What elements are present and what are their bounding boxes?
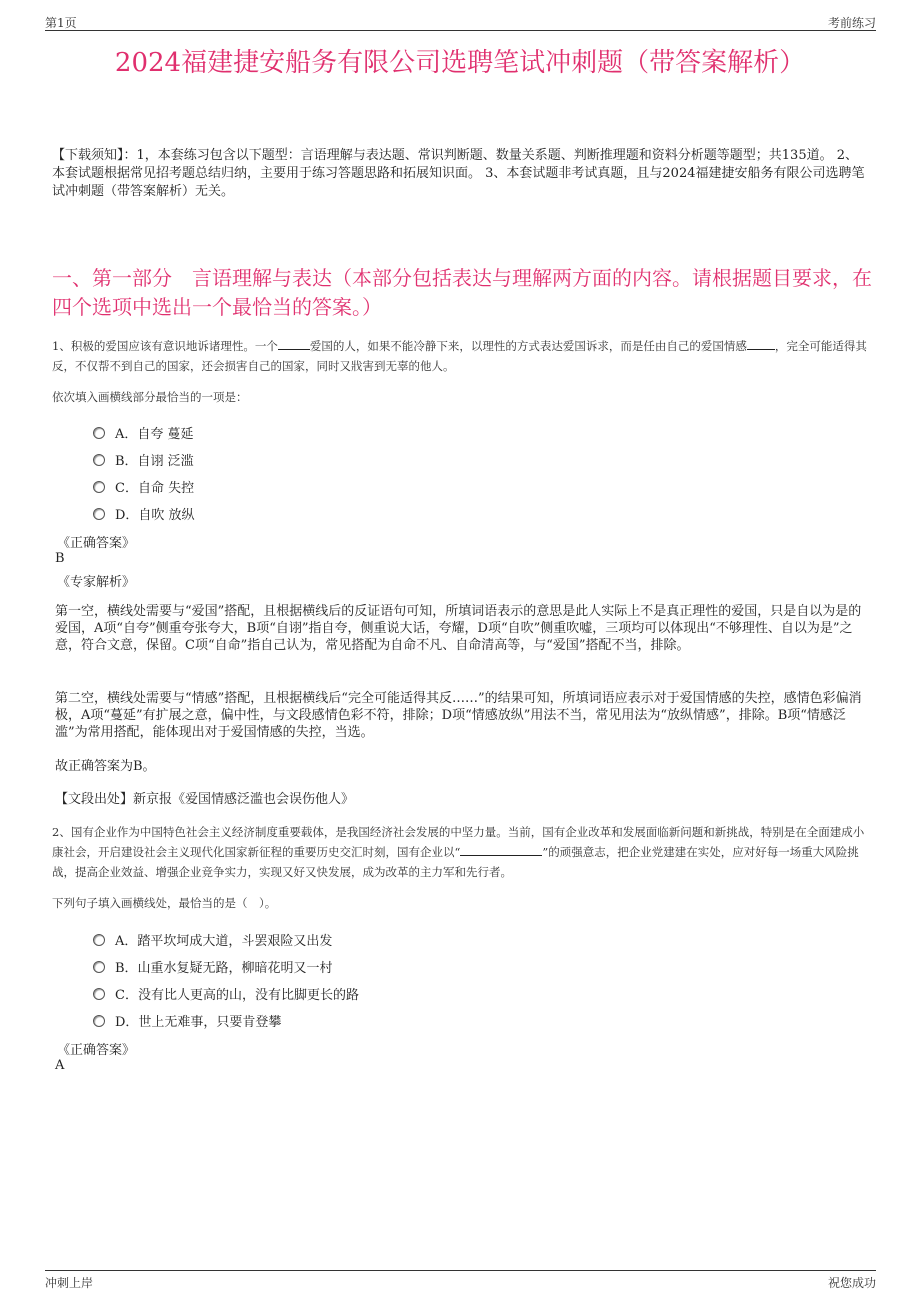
radio-icon[interactable]: [93, 1015, 105, 1027]
question-1-blank-2: [747, 337, 775, 350]
question-2-option-d[interactable]: D．世上无难事，只要肯登攀: [93, 1011, 281, 1030]
question-1-option-b[interactable]: B．自诩 泛滥: [93, 450, 194, 469]
question-1-option-c[interactable]: C．自命 失控: [93, 477, 194, 496]
section-heading: 一、第一部分 言语理解与表达（本部分包括表达与理解两方面的内容。请根据题目要求，在四个选项中选出一个最恰当的答案。）: [52, 266, 872, 319]
question-1-stem: [52, 336, 870, 376]
question-2-option-b[interactable]: B．山重水复疑无路，柳暗花明又一村: [93, 957, 333, 976]
footer-left: 冲刺上岸: [45, 1276, 94, 1290]
question-1-text-b: 爱国的人，如果不能冷静下来，以理性的方式表达爱国诉求，而是任由自己的爱国情感: [309, 339, 747, 353]
page-number: 第1页: [45, 16, 77, 30]
question-2-blank: [460, 843, 542, 856]
page-header: [45, 8, 876, 31]
analysis-paragraph: 第二空，横线处需要与“情感”搭配，且根据横线后“完全可能适得其反……”的结果可知，所填词语应表示对于爱国情感的失控，感情色彩偏消极，A项“蔓延”有扩展之意，偏中性，与文段感情色彩不符，排除；D项“情感放纵”用法不当，常见用法为“放纵情感”，排除。B项“情感泛滥”为常用搭配，能体现出对于爱国情感的失控，当选。: [55, 691, 862, 740]
question-1-option-d[interactable]: D．自吹 放纵: [93, 504, 195, 523]
radio-icon[interactable]: [93, 934, 105, 946]
radio-icon[interactable]: [93, 454, 105, 466]
footer-right: 祝您成功: [827, 1276, 876, 1290]
radio-icon[interactable]: [93, 508, 105, 520]
document-title: 2024福建捷安船务有限公司选聘笔试冲刺题（带答案解析）: [114, 48, 806, 78]
question-1-text-c: ，完全可能适得其反，不仅帮不到自己的国家，还会损害自己的国家，同时又戕害到无辜的他人。: [52, 339, 867, 373]
radio-icon[interactable]: [93, 961, 105, 973]
question-2-answer: A: [55, 1058, 65, 1073]
question-2-stem: [52, 822, 870, 882]
radio-icon[interactable]: [93, 481, 105, 493]
download-notice: 【下载须知】：1，本套练习包含以下题型：言语理解与表达题、常识判断题、数量关系题、判断推理题和资料分析题等题型；共135道。 2、本套试题根据常见招考题总结归纳，主要用于练习答题思路和拓展知识面。 3、本套试题非考试真题，且与2024福建捷安船务有限公司选聘笔试冲刺题（带答案解析）无关。: [52, 148, 865, 199]
analysis-source: 【文段出处】新京报《爱国情感泛滥也会误伤他人》: [55, 792, 355, 807]
analysis-conclusion: 故正确答案为B。: [55, 759, 156, 774]
question-2-text-a: 2、国有企业作为中国特色社会主义经济制度重要载体，是我国经济社会发展的中坚力量。当前，国有企业改革和发展面临新问题和新挑战，特别是在全面建成小康社会，开启建设社会主义现代化国家新征程的重要历史交汇时刻，国有企业以“: [52, 825, 865, 859]
header-tag: 考前练习: [827, 16, 876, 30]
question-1-blank-1: [278, 337, 310, 350]
question-2-option-c[interactable]: C．没有比人更高的山，没有比脚更长的路: [93, 984, 359, 1003]
radio-icon[interactable]: [93, 988, 105, 1000]
question-2-text-b: ”的顽强意志，把企业党建建在实处，应对好每一场重大风险挑战，提高企业效益、增强企业竞争实力，实现又好又快发展，成为改革的主力军和先行者。: [52, 845, 859, 879]
question-1-text-a: 1、积极的爱国应该有意识地诉诸理性。一个: [52, 339, 278, 353]
question-2-option-a[interactable]: A．踏平坎坷成大道，斗罢艰险又出发: [93, 930, 332, 949]
question-2-answer-label: 《正确答案》: [57, 1043, 136, 1058]
question-1-answer: B: [55, 551, 65, 566]
analysis-paragraph: 第一空，横线处需要与“爱国”搭配，且根据横线后的反证语句可知，所填词语表示的意思是此人实际上不是真正理性的爱国，只是自以为是的爱国，A项“自夸”侧重夸张夸大，B项“自诩”指自夸，侧重说大话，夸耀，D项“自吹”侧重吹嘘，三项均可以体现出“不够理性、自以为是”之意，符合文意，保留。C项“自命”指自己认为，常见搭配为自命不凡、自命清高等，与“爱国”搭配不当，排除。: [55, 604, 862, 653]
page-footer: [45, 1270, 876, 1291]
question-2-prompt: 下列句子填入画横线处，最恰当的是（ ）。: [52, 896, 277, 910]
question-1-option-a[interactable]: A．自夸 蔓延: [93, 423, 194, 442]
question-1-answer-label: 《正确答案》: [57, 536, 136, 551]
question-1-prompt: 依次填入画横线部分最恰当的一项是：: [52, 390, 248, 404]
radio-icon[interactable]: [93, 427, 105, 439]
question-1-analysis-label: 《专家解析》: [57, 575, 136, 590]
